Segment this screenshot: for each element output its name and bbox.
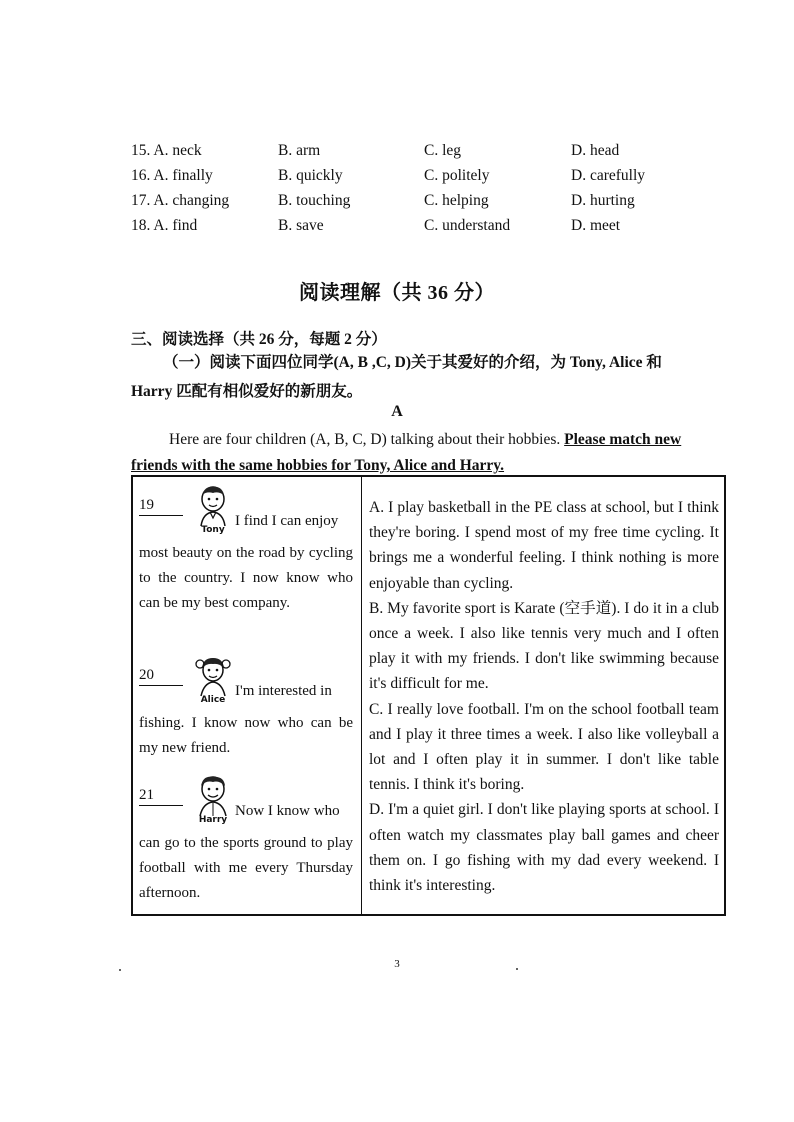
boy-avatar-icon [191,485,235,537]
option-c: C. politely [424,167,490,184]
question-number: 21 [139,787,154,803]
person-description: fishing. I know now who can be my new friend. [139,715,353,756]
choices-column [369,495,719,898]
answer-blank-19[interactable] [139,497,183,516]
person-entry-alice [139,655,353,761]
option-c: C. helping [424,192,489,209]
option-row [131,167,691,192]
choice-a: A. I play basketball in the PE class at school, but I think they're boring. I spend most of my free time cycling. It brings me a wonderful feeling. I think nothing is more enjoyable than cycling. [369,499,719,592]
passage-label: A [391,403,403,420]
option-b: B. save [278,217,324,234]
option-a: 15. A. neck [131,142,202,159]
option-a: 17. A. changing [131,192,230,209]
person-entry-tony [139,485,353,616]
option-row [131,142,691,167]
sub-title: 三、阅读选择（共 26 分，每题 2 分） [131,331,387,348]
column-divider [361,477,362,914]
question-number: 19 [139,497,154,513]
option-b: B. arm [278,142,321,159]
person-lead-text: I find I can enjoy [235,513,339,529]
option-b: B. quickly [278,167,343,184]
section-title: 阅读理解（共 36 分） [299,282,495,304]
option-b: B. touching [278,192,351,209]
instruction-line-2: Harry 匹配有相似爱好的新朋友。 [131,383,363,400]
person-name: Tony [201,525,225,535]
girl-avatar-icon [191,655,235,707]
passage-intro [131,427,711,479]
option-d: D. meet [571,217,621,234]
scan-speck [516,968,518,970]
person-entry-harry [139,775,353,906]
person-description: most beauty on the road by cycling to the country. I now know who can be my best company. [139,545,353,611]
matching-table [131,475,726,916]
person-lead-text: I'm interested in [235,683,332,699]
option-d: D. head [571,142,620,159]
option-a: 18. A. find [131,217,198,234]
option-d: D. carefully [571,167,646,184]
person-description: can go to the sports ground to play football with me every Thursday afternoon. [139,835,353,901]
instruction-line-1: （一）阅读下面四位同学(A, B ,C, D)关于其爱好的介绍，为 Tony, Alice 和 [163,354,662,371]
option-c: C. understand [424,217,511,234]
option-a: 16. A. finally [131,167,213,184]
answer-blank-21[interactable] [139,787,183,806]
question-number: 20 [139,667,154,683]
boy-avatar-icon [191,775,235,827]
option-c: C. leg [424,142,462,159]
intro-emphasis: Please match new friends with the same hobbies for Tony, Alice and Harry. [131,431,682,474]
answer-blank-20[interactable] [139,667,183,686]
answer-options [131,142,691,242]
page-number: 3 [394,958,400,970]
intro-text: Here are four children (A, B, C, D) talking about their hobbies. [169,431,565,448]
person-name: Alice [200,695,226,705]
person-name: Harry [198,815,228,825]
scan-speck [119,969,121,971]
choice-d: D. I'm a quiet girl. I don't like playing sports at school. I often watch my classmates play ball games and cheer them on. I go fishing with my dad every weekend. I think it's interesting. [369,801,719,895]
option-row [131,192,691,217]
option-row [131,217,691,242]
choice-c: C. I really love football. I'm on the school football team and I play it three times a week. I also like volleyball a lot and I often play it in summer. I don't like table tennis. I think it's boring. [369,700,719,794]
option-d: D. hurting [571,192,635,209]
person-lead-text: Now I know who [235,803,340,819]
choice-b: B. My favorite sport is Karate (空手道). I do it in a club once a week. I also like tennis very much and I often play it with my friends. I don't like swimming because it's difficult for me. [369,599,719,693]
